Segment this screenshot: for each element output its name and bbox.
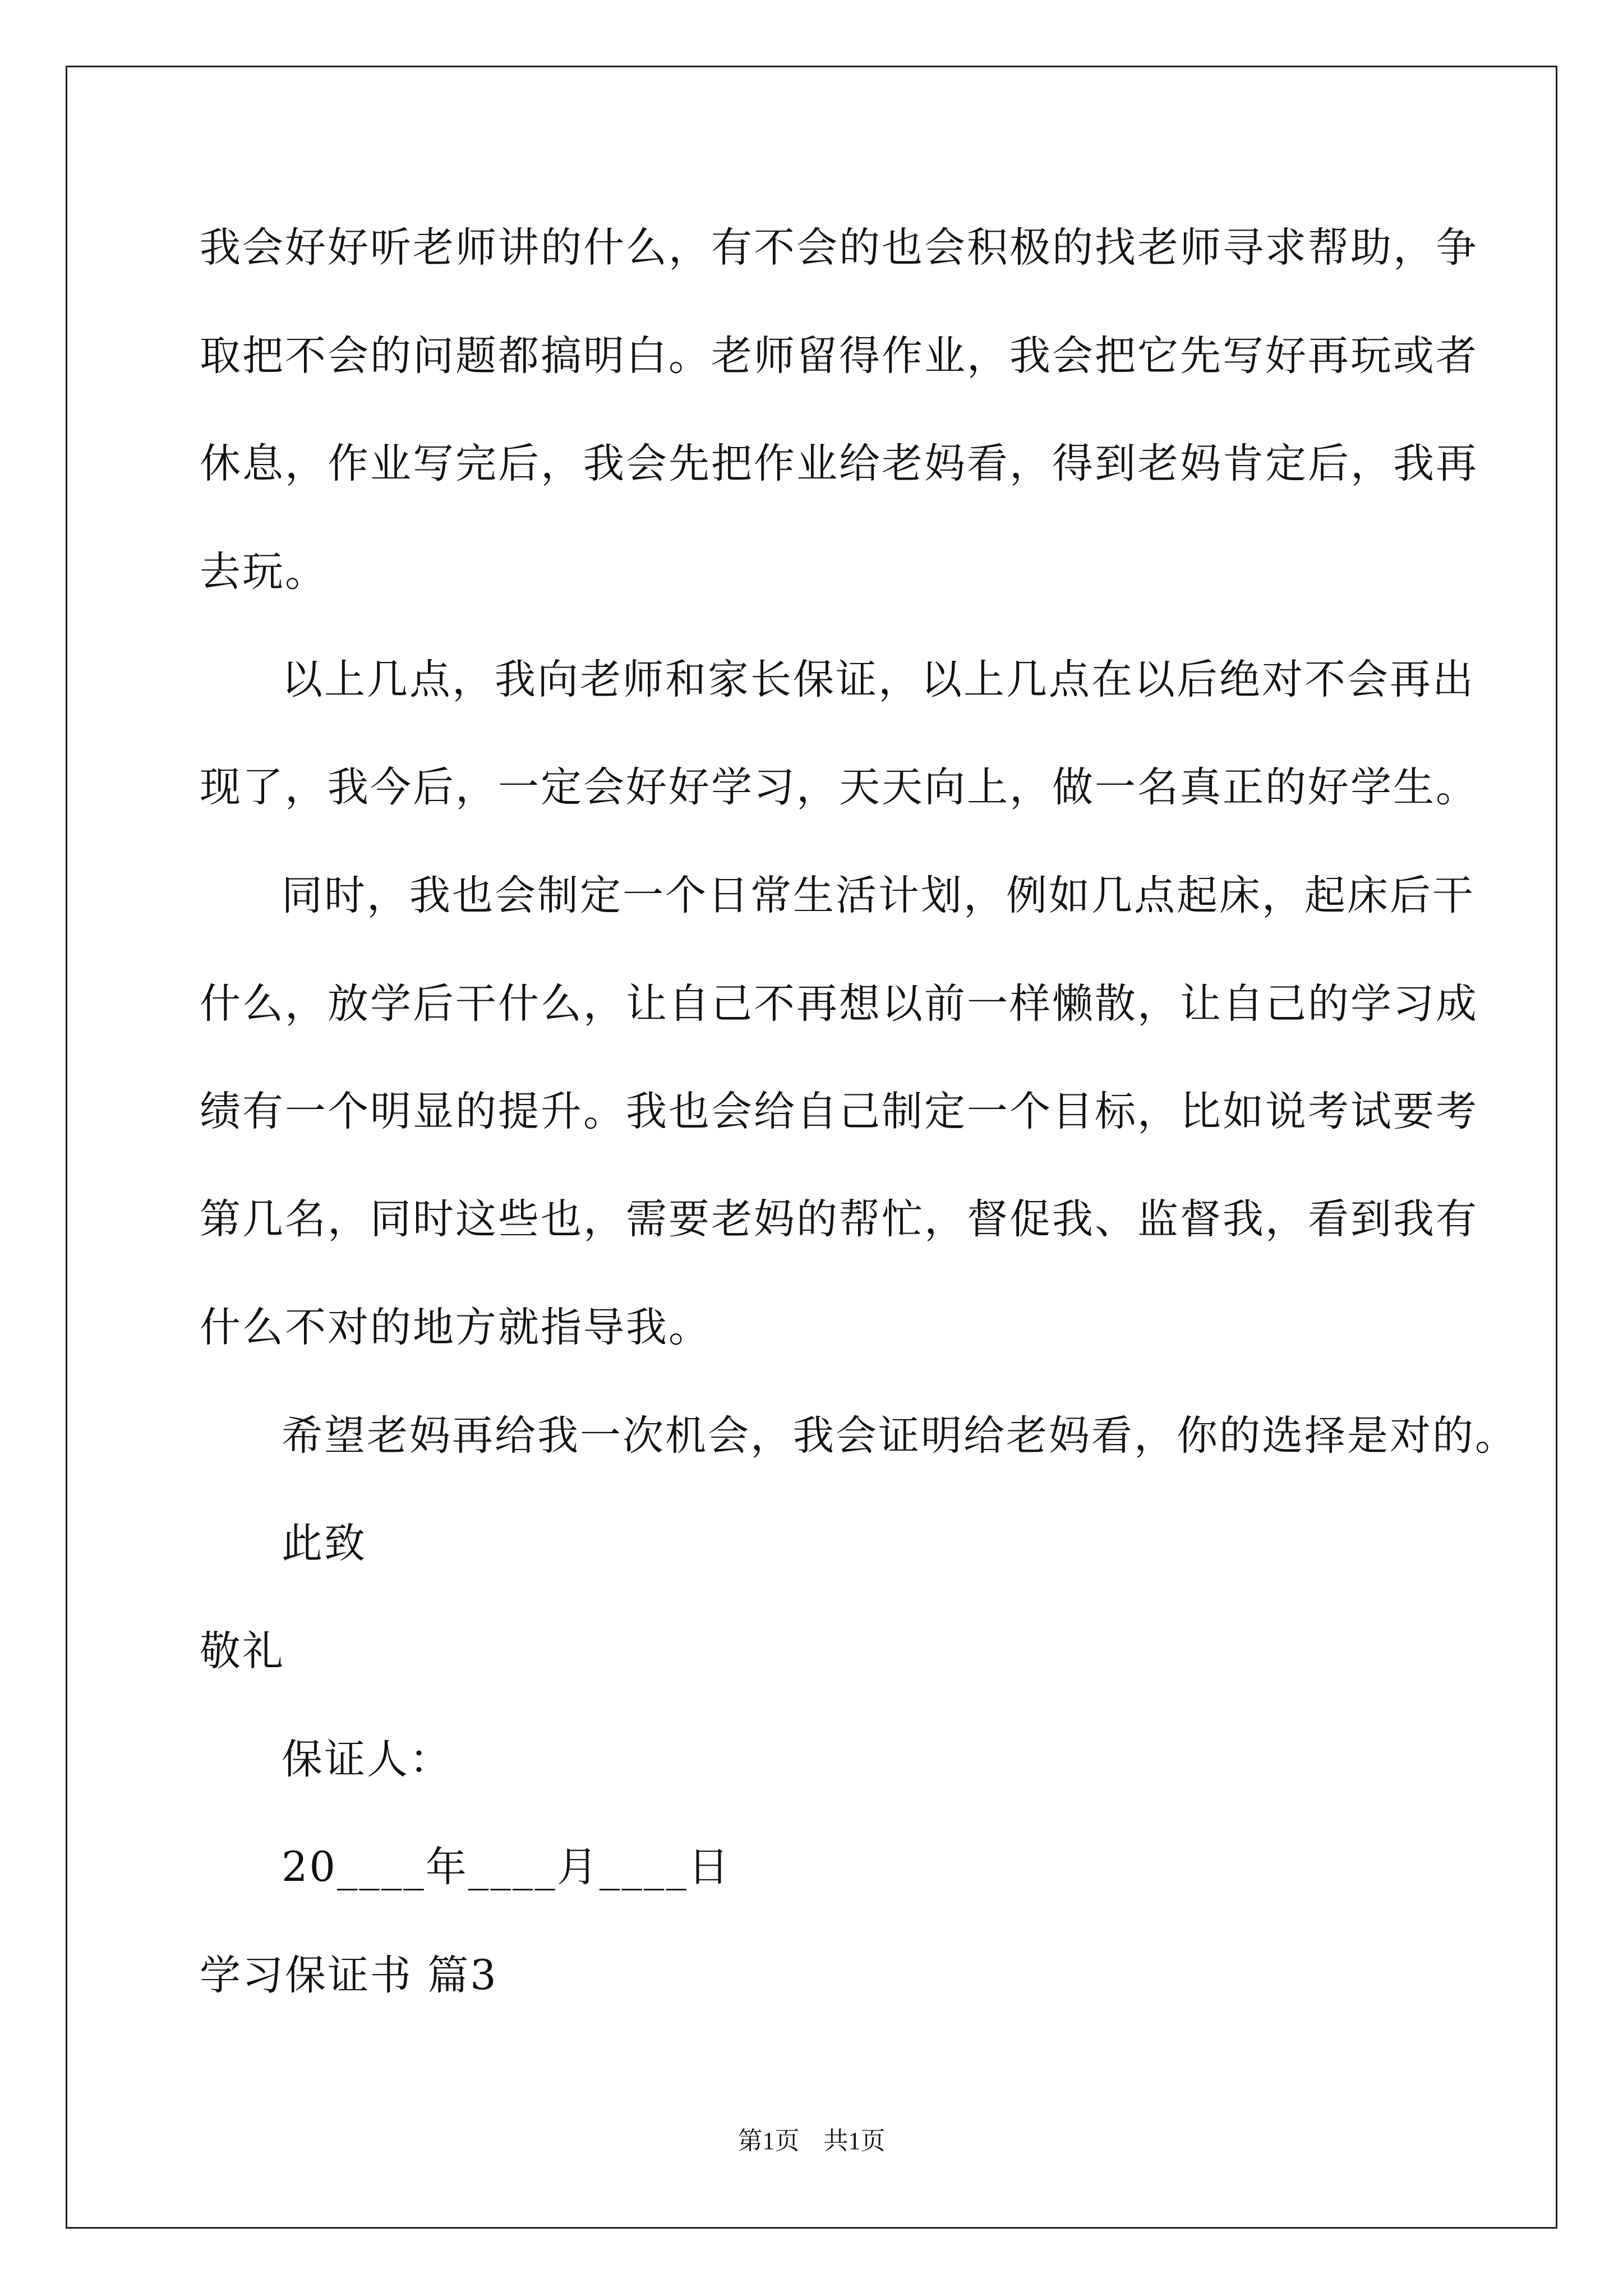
closing-salutation: 此致 — [282, 1520, 367, 1567]
body-line: 我会好好听老师讲的什么，有不会的也会积极的找老师寻求帮助，争 — [200, 224, 1478, 272]
date-line: 20____年____月____日 — [282, 1843, 731, 1891]
body-line: 休息，作业写完后，我会先把作业给老妈看，得到老妈肯定后，我再 — [200, 440, 1478, 487]
page-footer — [0, 2124, 1623, 2158]
section-heading: 学习保证书 篇3 — [200, 1952, 498, 1999]
page-total: 共1页 — [823, 2127, 886, 2155]
guarantor-label: 保证人： — [282, 1736, 452, 1783]
body-line: 绩有一个明显的提升。我也会给自己制定一个目标，比如说考试要考 — [200, 1088, 1478, 1135]
body-line: 什么不对的地方就指导我。 — [200, 1304, 711, 1351]
body-line: 取把不会的问题都搞明白。老师留得作业，我会把它先写好再玩或者 — [200, 332, 1478, 380]
page-number: 第1页 — [737, 2127, 800, 2155]
body-line: 第几名，同时这些也，需要老妈的帮忙，督促我、监督我，看到我有 — [200, 1195, 1478, 1243]
body-line: 去玩。 — [200, 548, 328, 596]
body-line: 现了，我今后，一定会好好学习，天天向上，做一名真正的好学生。 — [200, 763, 1478, 811]
body-line: 同时，我也会制定一个日常生活计划，例如几点起床，起床后干 — [282, 872, 1475, 919]
body-line: 以上几点，我向老师和家长保证，以上几点在以后绝对不会再出 — [282, 656, 1475, 703]
page-border — [66, 66, 1557, 2229]
body-line: 什么，放学后干什么，让自己不再想以前一样懒散，让自己的学习成 — [200, 980, 1478, 1028]
body-line: 希望老妈再给我一次机会，我会证明给老妈看，你的选择是对的。 — [282, 1412, 1518, 1460]
closing-regards: 敬礼 — [200, 1627, 285, 1675]
